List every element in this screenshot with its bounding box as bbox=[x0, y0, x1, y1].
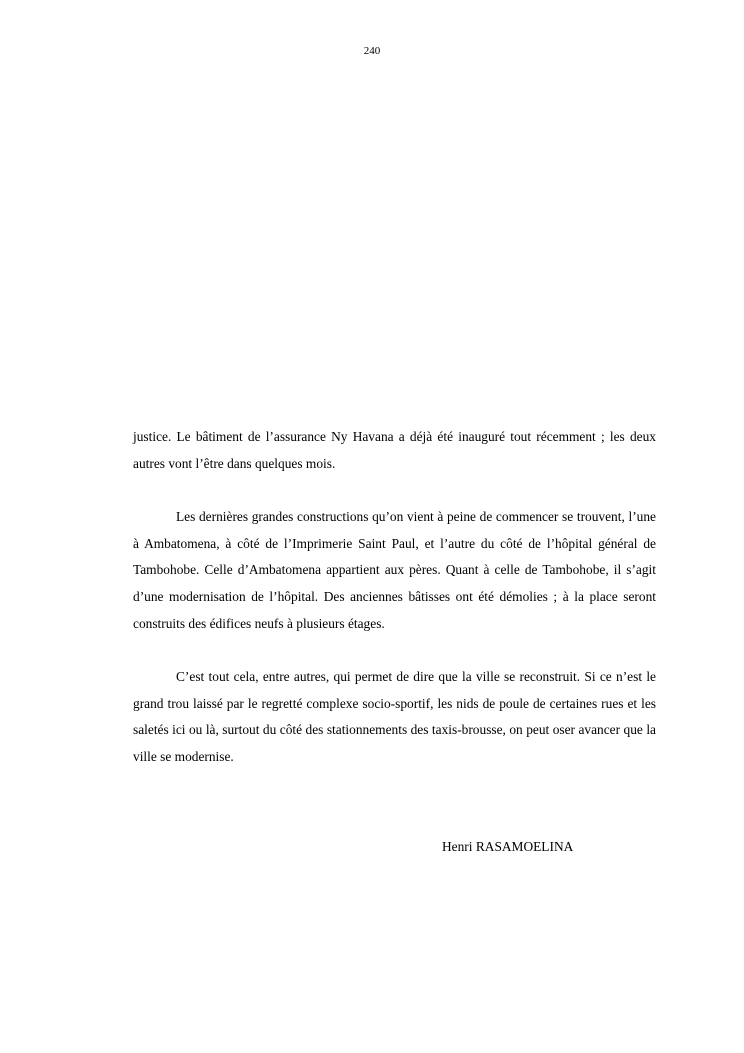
paragraph-conclusion: C’est tout cela, entre autres, qui permet de dire que la ville se reconstruit. Si ce n’est le grand trou laissé par le regretté complexe socio-sportif, les nids de poule de certaines rues et les saletés ici ou là, surtout du côté des stationnements des taxis-brousse, on peut oser avancer que la ville se modernise. bbox=[133, 669, 656, 764]
author-signature: Henri RASAMOELINA bbox=[442, 839, 574, 854]
paragraph-gap bbox=[133, 477, 656, 504]
paragraph-gap bbox=[133, 637, 656, 664]
paragraph-continuation: justice. Le bâtiment de l’assurance Ny Havana a déjà été inauguré tout récemment ; les deux autres vont l’être dans quelques mois. bbox=[133, 429, 656, 471]
page-number: 240 bbox=[363, 45, 381, 57]
paragraph-constructions: Les dernières grandes constructions qu’on vient à peine de commencer se trouvent, l’une à Ambatomena, à côté de l’Imprimerie Saint Paul, et l’autre du côté de l’hôpital général de Tambohobe. Celle d’Ambatomena appartient aux pères. Quant à celle de Tambohobe, il s’agit d’une modernisation de l’hôpital. Des anciennes bâtisses ont été démolies ; à la place seront construits des édifices neufs à plusieurs étages. bbox=[133, 509, 656, 631]
article-body bbox=[133, 424, 656, 771]
